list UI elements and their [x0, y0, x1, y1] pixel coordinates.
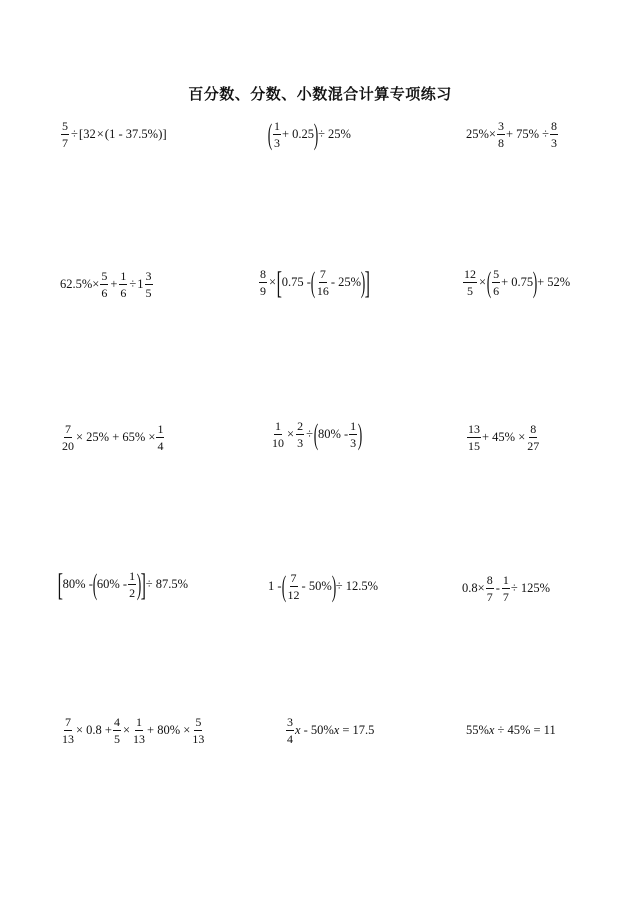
- fraction: $\frac{3}{8}$: [497, 119, 504, 150]
- page-title: 百分数、分数、小数混合计算专项练习: [188, 85, 452, 103]
- problem-8: $\frac{1}{10}$ × $\frac{2}{3}$ ÷ ( 80% - $\frac{1}{3}$ ): [272, 417, 363, 451]
- problem-10: [ 80% - ( 60% - $\frac{1}{2}$ ) ] ÷ 87.5%: [57, 565, 188, 602]
- mixed-number: 1 $\frac{3}{5}$: [137, 269, 152, 300]
- fraction: $\frac{5}{13}$: [192, 715, 205, 746]
- problem-2: ( $\frac{1}{3}$ + 0.25 ) ÷ 25%: [267, 117, 351, 151]
- problem-14: $\frac{3}{4}$ x - 50% x = 17.5: [287, 715, 375, 746]
- problem-11: 1 - ( $\frac{7}{12}$ - 50% ) ÷ 12.5%: [268, 569, 379, 603]
- fraction: $\frac{7}{12}$: [287, 571, 300, 602]
- problem-12: 0.8× $\frac{8}{7}$ - $\frac{1}{7}$ ÷ 125%: [462, 573, 551, 604]
- fraction: $\frac{12}{5}$: [464, 267, 476, 298]
- fraction: $\frac{1}{3}$: [274, 119, 280, 150]
- fraction: $\frac{1}{3}$: [350, 419, 357, 450]
- fraction: $\frac{5}{6}$: [493, 267, 500, 298]
- fraction: $\frac{13}{15}$: [468, 422, 480, 453]
- fraction: $\frac{1}{4}$: [157, 422, 164, 453]
- fraction: $\frac{5}{7}$: [62, 119, 68, 150]
- problem-5: $\frac{8}{9}$ × [ 0.75 - ( $\frac{7}{16}$ - 25% ) ]: [260, 263, 371, 300]
- fraction: $\frac{2}{3}$: [297, 419, 304, 450]
- fraction: $\frac{1}{13}$: [133, 715, 146, 746]
- fraction: $\frac{7}{20}$: [62, 422, 74, 453]
- problem-7: $\frac{7}{20}$ × 25% + 65% × $\frac{1}{4}$: [62, 422, 164, 453]
- problem-13: $\frac{7}{13}$ × 0.8 + $\frac{4}{5}$ × $\frac{1}{13}$ + 80% × $\frac{5}{13}$: [62, 715, 205, 746]
- problem-9: $\frac{13}{15}$ + 45% × $\frac{8}{27}$: [468, 422, 540, 453]
- fraction: $\frac{1}{10}$: [272, 419, 284, 450]
- fraction: $\frac{8}{3}$: [551, 119, 558, 150]
- fraction: $\frac{1}{7}$: [502, 573, 509, 604]
- fraction: $\frac{4}{5}$: [113, 715, 120, 746]
- fraction: $\frac{8}{9}$: [260, 267, 266, 298]
- fraction: $\frac{8}{27}$: [527, 422, 540, 453]
- fraction: $\frac{7}{16}$: [316, 267, 329, 298]
- problem-3: 25%× $\frac{3}{8}$ + 75% ÷ $\frac{8}{3}$: [466, 119, 558, 150]
- problem-6: $\frac{12}{5}$ × ( $\frac{5}{6}$ + 0.75 ) + 52%: [464, 265, 571, 299]
- problem-4: 62.5%× $\frac{5}{6}$ + $\frac{1}{6}$ ÷ 1 $\frac{3}{5}$: [60, 269, 152, 300]
- fraction: $\frac{3}{4}$: [287, 715, 293, 746]
- fraction: $\frac{1}{2}$: [129, 569, 136, 600]
- problem-1: $\frac{5}{7}$ ÷ [ 32 × ( 1 - 37.5% ) ]: [62, 119, 167, 150]
- fraction: $\frac{1}{6}$: [120, 269, 127, 300]
- fraction: $\frac{5}{6}$: [101, 269, 108, 300]
- fraction: $\frac{3}{5}$: [145, 269, 152, 300]
- fraction: $\frac{7}{13}$: [62, 715, 74, 746]
- problem-15: 55% x ÷ 45% = 11: [466, 723, 556, 737]
- fraction: $\frac{8}{7}$: [486, 573, 493, 604]
